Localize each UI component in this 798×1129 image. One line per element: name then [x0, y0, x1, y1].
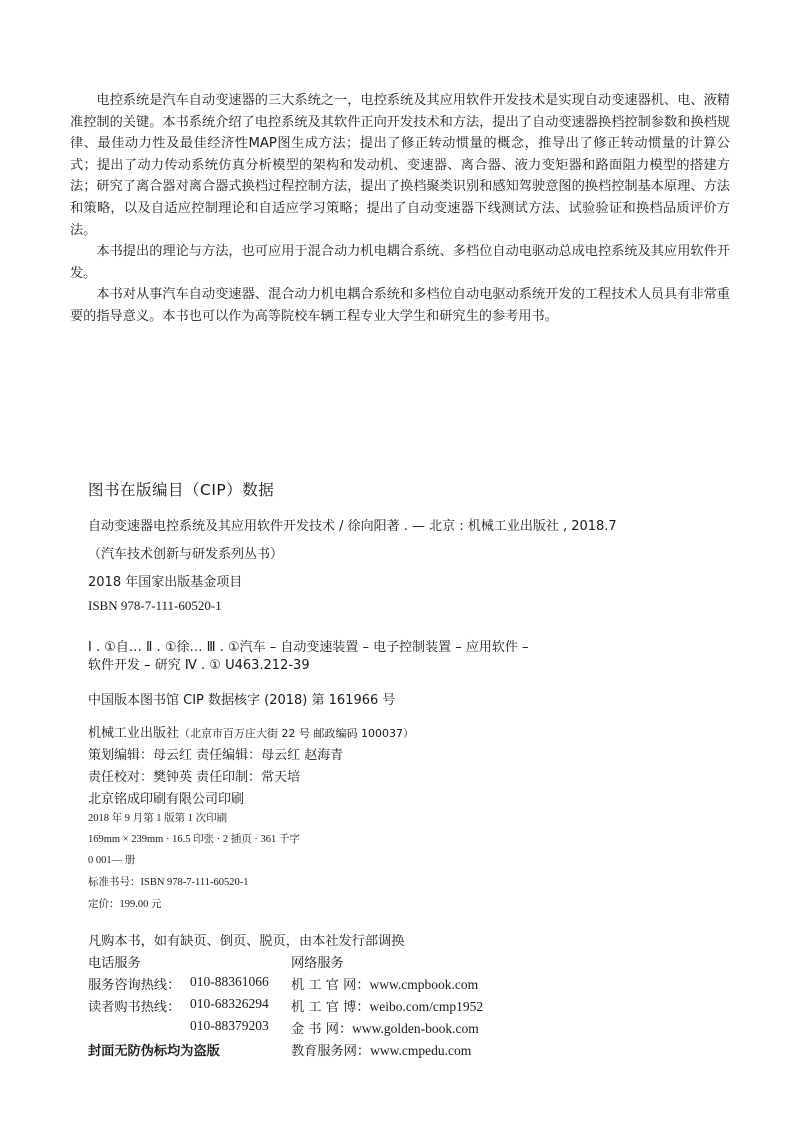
abstract-paragraph-1: 电控系统是汽车自动变速器的三大系统之一，电控系统及其应用软件开发技术是实现自动变速器机、电、液精准控制的关键。本书系统介绍了电控系统及其软件正向开发技术和方法，提出了自动变速器换档控制参数和换档规律、最佳动力性及最佳经济性MAP图生成方法；提出了修正转动惯量的概念，推导出了修正转动惯量的计算公式；提出了动力传动系统仿真分析模型的架构和发动机、变速器、离合器、液力变矩器和路面阻力模型的搭建方法；研究了离合器对离合器式换档过程控制方法，提出了换档聚类识别和感知驾驶意图的换档控制基本原理、方法和策略，以及自适应控制理论和自适应学习策略；提出了自动变速器下线测试方法、试验验证和换档品质评价方法。 [70, 93, 730, 238]
edition-line: 2018 年 9 月第 1 版第 1 次印刷 [88, 813, 228, 824]
service-row-site-url[interactable]: www.cmpbook.com [369, 977, 479, 992]
publisher-address: （北京市百万庄大街 22 号 邮政编码 100037） [179, 727, 414, 740]
service-row-label: 服务咨询热线： [88, 978, 181, 993]
cip-record-number: 中国版本图书馆 CIP 数据核字 (2018) 第 161966 号 [88, 693, 396, 708]
service-row-site-label: 机 工 官 网： [291, 978, 370, 993]
editors-line: 策划编辑：母云红 责任编辑：母云红 赵海青 [88, 748, 344, 763]
service-row-label: 读者购书热线： [88, 1000, 181, 1015]
cip-isbn-line: ISBN 978-7-111-60520-1 [88, 598, 222, 613]
web-service-header: 网络服务 [291, 956, 344, 971]
cip-title-line: 自动变速器电控系统及其应用软件开发技术 / 徐向阳著 . — 北京 : 机械工业出版社 , 2018.7 [88, 519, 617, 534]
phone-service-header: 电话服务 [88, 956, 141, 971]
standard-isbn-line: 标准书号：ISBN 978-7-111-60520-1 [88, 877, 249, 888]
book-abstract [70, 90, 730, 328]
publisher-name: 机械工业出版社 [88, 726, 180, 741]
service-row-site-url[interactable]: www.cmpedu.com [370, 1043, 472, 1058]
service-row-site-label: 机 工 官 博： [291, 1000, 370, 1015]
cip-classification-line-1: Ⅰ . ①自… Ⅱ . ①徐… Ⅲ . ①汽车 – 自动变速装置 – 电子控制装置 – 应用软件 – [88, 640, 529, 655]
service-row-site [291, 1040, 471, 1059]
service-row-site-label: 教育服务网： [291, 1044, 371, 1059]
service-row-phone: 010-68326294 [190, 996, 269, 1011]
service-row-site [291, 1018, 479, 1037]
abstract-paragraph-2: 本书提出的理论与方法，也可应用于混合动力机电耦合系统、多档位自动电驱动总成电控系统及其应用软件开发。 [70, 244, 730, 281]
copies-line: 0 001— 册 [88, 855, 136, 866]
publisher-line [88, 722, 414, 741]
price-line: 定价：199.00 元 [88, 899, 162, 910]
cip-classification-line-2: 软件开发 – 研究 Ⅳ . ① U463.212-39 [88, 658, 310, 673]
printer-line: 北京铭成印刷有限公司印刷 [88, 792, 245, 807]
service-row-phone: 010-88361066 [190, 974, 269, 989]
cip-series-line: （汽车技术创新与研发系列丛书） [88, 547, 284, 562]
service-notice: 凡购本书，如有缺页、倒页、脱页，由本社发行部调换 [88, 934, 405, 949]
service-row-site [291, 996, 483, 1015]
service-row-site-url[interactable]: weibo.com/cmp1952 [369, 999, 484, 1014]
proofreading-line: 责任校对：樊钟英 责任印制：常天培 [88, 770, 301, 785]
anti-piracy-notice: 封面无防伪标均为盗版 [88, 1044, 220, 1059]
cip-title: 图书在版编目（CIP）数据 [88, 481, 275, 499]
service-row-site-label: 金 书 网： [291, 1022, 353, 1037]
format-line: 169mm × 239mm · 16.5 印张 · 2 插页 · 361 千字 [88, 834, 300, 845]
service-row-site-url[interactable]: www.golden-book.com [352, 1021, 479, 1036]
service-row-site [291, 974, 478, 993]
service-row-phone: 010-88379203 [190, 1018, 269, 1033]
abstract-paragraph-3: 本书对从事汽车自动变速器、混合动力机电耦合系统和多档位自动电驱动系统开发的工程技术人员具有非常重要的指导意义。本书也可以作为高等院校车辆工程专业大学生和研究生的参考用书。 [70, 287, 730, 324]
cip-fund-line: 2018 年国家出版基金项目 [88, 575, 243, 590]
